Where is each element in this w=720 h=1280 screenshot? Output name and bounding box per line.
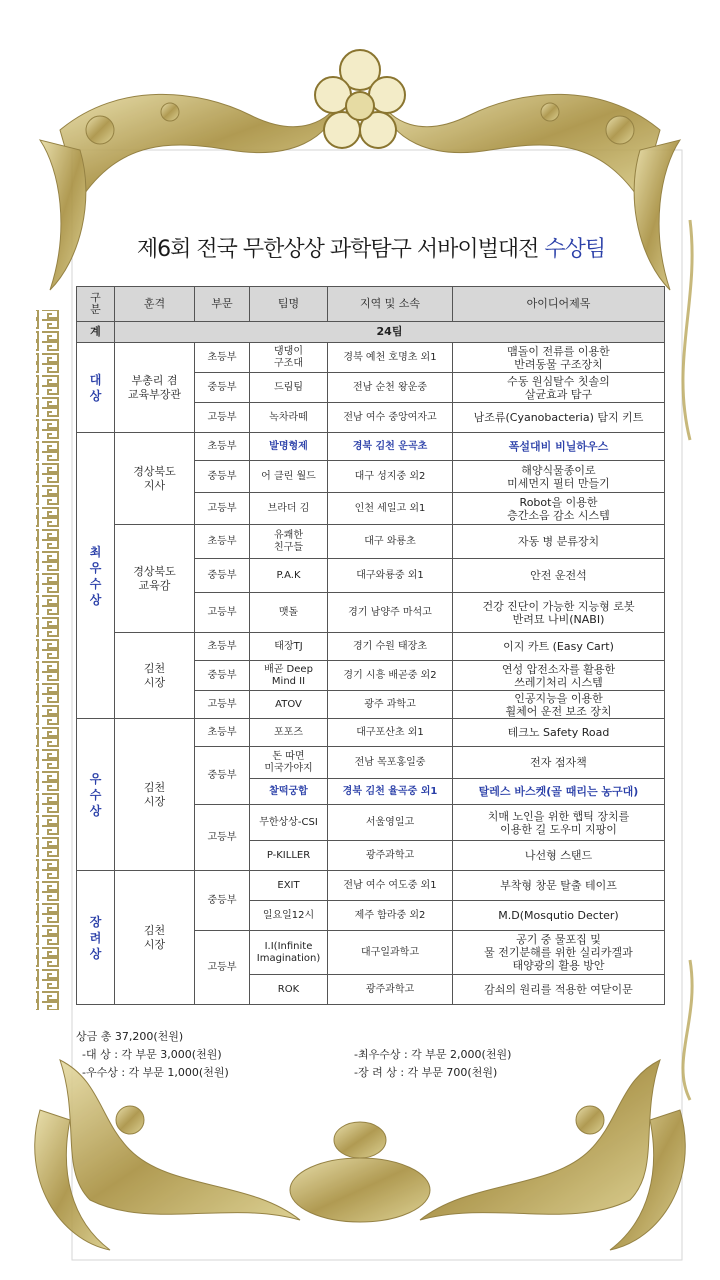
region-cell: 대구와룡중 외1 (328, 559, 453, 593)
table-row (77, 525, 665, 559)
prize-row (76, 1046, 666, 1064)
award-cell: 김천 시장 (115, 719, 195, 871)
prize-woosu: -우수상 : 각 부문 1,000(천원) (82, 1066, 229, 1079)
total-label: 계 (77, 322, 115, 343)
idea-cell: 자동 병 분류장치 (453, 525, 665, 559)
team-cell: 돈 따면 미국가야지 (250, 747, 328, 779)
division-cell: 초등부 (195, 343, 250, 373)
header-team: 팀명 (250, 287, 328, 322)
idea-cell: 인공지능을 이용한 휠체어 운전 보조 장치 (453, 691, 665, 719)
grade-choiwoosu: 최 우 수 상 (77, 433, 115, 719)
division-cell: 중등부 (195, 871, 250, 931)
region-cell: 대구 성지중 외2 (328, 461, 453, 493)
idea-cell: 연성 압전소자를 활용한 쓰레기처리 시스템 (453, 661, 665, 691)
table-row (77, 719, 665, 747)
region-cell: 인천 세일고 외1 (328, 493, 453, 525)
team-cell: P.A.K (250, 559, 328, 593)
division-cell: 초등부 (195, 633, 250, 661)
idea-cell: 해양식물종이로 미세먼지 필터 만들기 (453, 461, 665, 493)
team-cell: ROK (250, 975, 328, 1005)
title-accent: 수상팀 (544, 237, 606, 262)
division-cell: 고등부 (195, 805, 250, 871)
team-cell: 일요일12시 (250, 901, 328, 931)
award-table (76, 286, 665, 1005)
team-cell: 유쾌한 친구들 (250, 525, 328, 559)
idea-cell: Robot을 이용한 층간소음 감소 시스템 (453, 493, 665, 525)
idea-cell: 수동 원심탈수 칫솔의 살균효과 탐구 (453, 373, 665, 403)
header-award: 훈격 (115, 287, 195, 322)
division-cell: 중등부 (195, 461, 250, 493)
region-cell: 경기 시흥 배곧중 외2 (328, 661, 453, 691)
division-cell: 고등부 (195, 593, 250, 633)
idea-cell: 감쇠의 원리를 적용한 여닫이문 (453, 975, 665, 1005)
team-cell: 어 클린 월드 (250, 461, 328, 493)
header-division: 부문 (195, 287, 250, 322)
team-cell: 댕댕이 구조대 (250, 343, 328, 373)
idea-cell: 부착형 창문 탈출 테이프 (453, 871, 665, 901)
award-cell: 부총리 겸 교육부장관 (115, 343, 195, 433)
idea-cell: 나선형 스탠드 (453, 841, 665, 871)
division-cell: 중등부 (195, 661, 250, 691)
team-cell: 드림팀 (250, 373, 328, 403)
region-cell: 대구 와룡초 (328, 525, 453, 559)
idea-cell: 테크노 Safety Road (453, 719, 665, 747)
division-cell: 중등부 (195, 373, 250, 403)
prize-choiwoosu: -최우수상 : 각 부문 2,000(천원) (354, 1048, 512, 1061)
region-cell: 전남 목포홍일중 (328, 747, 453, 779)
region-cell: 대구포산초 외1 (328, 719, 453, 747)
header-idea: 아이디어제목 (453, 287, 665, 322)
region-cell: 서울영일고 (328, 805, 453, 841)
table-row (77, 343, 665, 373)
idea-cell: 탈레스 바스켓(골 때리는 농구대) (453, 779, 665, 805)
prize-total: 상금 총 37,200(천원) (76, 1030, 184, 1043)
division-cell: 초등부 (195, 433, 250, 461)
division-cell: 고등부 (195, 493, 250, 525)
award-cell: 경상북도 교육감 (115, 525, 195, 633)
team-cell: 브라더 김 (250, 493, 328, 525)
grade-woosu: 우 수 상 (77, 719, 115, 871)
team-cell: 배곧 Deep Mind II (250, 661, 328, 691)
idea-cell: 이지 카트 (Easy Cart) (453, 633, 665, 661)
team-cell: ATOV (250, 691, 328, 719)
region-cell: 전남 여수 여도중 외1 (328, 871, 453, 901)
division-cell: 고등부 (195, 403, 250, 433)
division-cell: 고등부 (195, 931, 250, 1005)
table-row (77, 633, 665, 661)
idea-cell: 맴돌이 전류를 이용한 반려동물 구조장치 (453, 343, 665, 373)
idea-cell: 전자 점자책 (453, 747, 665, 779)
prize-notes (76, 1028, 666, 1082)
grade-daesang: 대 상 (77, 343, 115, 433)
idea-cell: 폭설대비 비닐하우스 (453, 433, 665, 461)
idea-cell: M.D(Mosqutio Decter) (453, 901, 665, 931)
division-cell: 초등부 (195, 719, 250, 747)
team-cell: P-KILLER (250, 841, 328, 871)
team-cell: 녹차라떼 (250, 403, 328, 433)
division-cell: 고등부 (195, 691, 250, 719)
award-cell: 경상북도 지사 (115, 433, 195, 525)
table-row (77, 871, 665, 901)
team-cell: 포포즈 (250, 719, 328, 747)
table-header (77, 287, 665, 322)
region-cell: 경기 수원 태장초 (328, 633, 453, 661)
region-cell: 경북 김천 율곡중 외1 (328, 779, 453, 805)
idea-cell: 안전 운전석 (453, 559, 665, 593)
award-cell: 김천 시장 (115, 633, 195, 719)
region-cell: 광주과학고 (328, 841, 453, 871)
title-main: 제6회 전국 무한상상 과학탐구 서바이벌대전 (136, 237, 545, 262)
region-cell: 대구일과학고 (328, 931, 453, 975)
team-cell: EXIT (250, 871, 328, 901)
region-cell: 경기 남양주 마석고 (328, 593, 453, 633)
region-cell: 전남 순천 왕운중 (328, 373, 453, 403)
idea-cell: 치매 노인을 위한 햅틱 장치를 이용한 길 도우미 지팡이 (453, 805, 665, 841)
division-cell: 초등부 (195, 525, 250, 559)
prize-jangryeo: -장 려 상 : 각 부문 700(천원) (354, 1066, 498, 1079)
region-cell: 전남 여수 중앙여자고 (328, 403, 453, 433)
prize-daesang: -대 상 : 각 부문 3,000(천원) (82, 1048, 222, 1061)
team-cell: 발명형제 (250, 433, 328, 461)
idea-cell: 공기 중 물포집 및 물 전기분해를 위한 실리카겔과 태양광의 활용 방안 (453, 931, 665, 975)
grade-jangryeo: 장 려 상 (77, 871, 115, 1005)
team-cell: 맷돌 (250, 593, 328, 633)
total-value: 24팀 (115, 322, 665, 343)
region-cell: 광주 과학고 (328, 691, 453, 719)
award-cell: 김천 시장 (115, 871, 195, 1005)
region-cell: 경북 김천 운곡초 (328, 433, 453, 461)
team-cell: 찰떡궁합 (250, 779, 328, 805)
division-cell: 중등부 (195, 747, 250, 805)
header-category: 구 분 (77, 287, 115, 322)
idea-cell: 남조류(Cyanobacteria) 탐지 키트 (453, 403, 665, 433)
table-row (77, 433, 665, 461)
total-row (77, 322, 665, 343)
region-cell: 광주과학고 (328, 975, 453, 1005)
prize-row (76, 1064, 666, 1082)
idea-cell: 건강 진단이 가능한 지능형 로봇 반려묘 나비(NABI) (453, 593, 665, 633)
header-region: 지역 및 소속 (328, 287, 453, 322)
division-cell: 중등부 (195, 559, 250, 593)
team-cell: 무한상상-CSI (250, 805, 328, 841)
region-cell: 제주 함라중 외2 (328, 901, 453, 931)
team-cell: I.I(Infinite Imagination) (250, 931, 328, 975)
region-cell: 경북 예천 호명초 외1 (328, 343, 453, 373)
page-title (76, 232, 666, 263)
team-cell: 태장TJ (250, 633, 328, 661)
